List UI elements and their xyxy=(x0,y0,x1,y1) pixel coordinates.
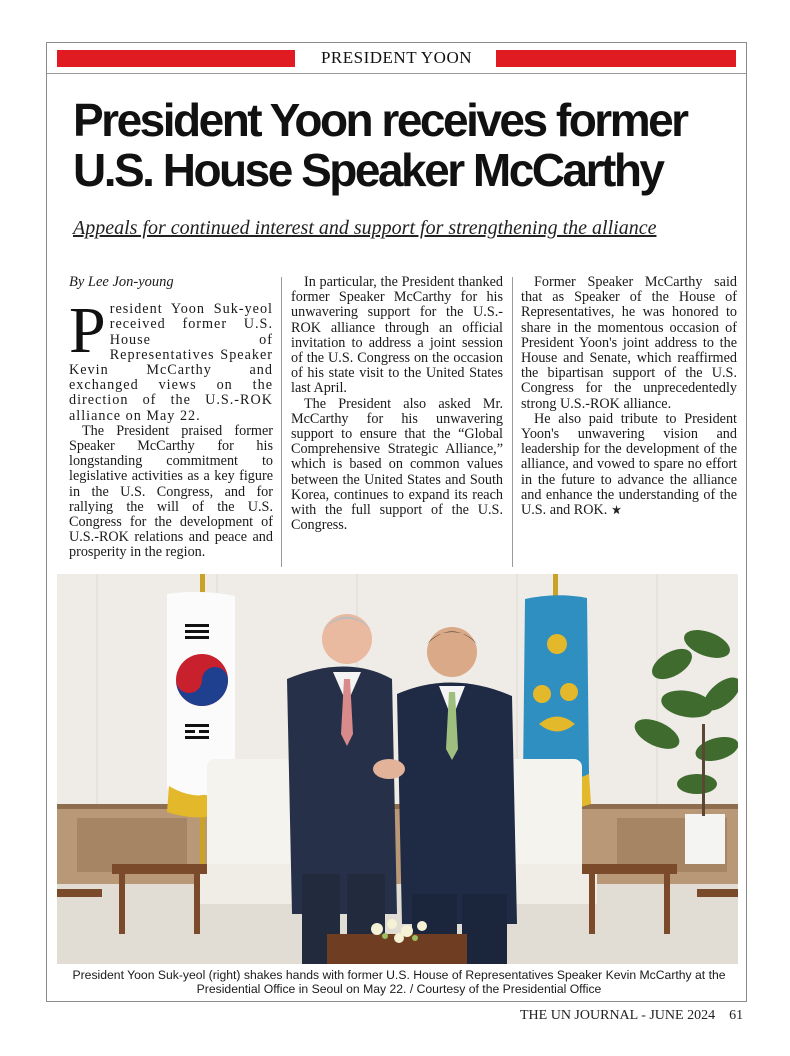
article-photo xyxy=(57,574,738,964)
page-frame xyxy=(46,42,747,1002)
paragraph-text: He also paid tribute to President Yoon's unwavering vision and leadership for the development of the alliance, and vowed to spare no effort in the future to advance the alliance and enhance the understanding of the U.S. and ROK. xyxy=(521,410,737,519)
page-footer xyxy=(520,1008,743,1024)
paragraph: Former Speaker McCarthy said that as Speaker of the House of Representatives, he was honored to share in the momentous occasion of President Yoon's joint address to the House and Senate, which reaffirmed the bipartisan support of the U.S. Congress for the unprecedentedly strong U.S.-ROK alliance. xyxy=(521,274,737,412)
article-column-3 xyxy=(521,275,737,567)
paragraph: The President also asked Mr. McCarthy for his unwavering support to ensure that the “Global Comprehensive Strategic Alliance,” which is based on common values between the United States and South Korea, continues to expand its reach with the full support of the U.S. Congress. xyxy=(291,395,503,534)
headline: President Yoon receives former U.S. House Speaker McCarthy xyxy=(73,94,687,196)
section-label: PRESIDENT YOON xyxy=(320,48,473,67)
section-header xyxy=(47,43,746,73)
subheadline: Appeals for continued interest and support for strengthening the alliance xyxy=(73,217,657,239)
photo-caption: President Yoon Suk-yeol (right) shakes hands with former U.S. House of Representatives Speaker Kevin McCarthy at the Presidential Office in Seoul on May 22. / Courtesy of the Presidential Office xyxy=(72,968,726,996)
paragraph: In particular, the President thanked former Speaker McCarthy for his unwavering support for the U.S.-ROK alliance through an official invitation to address a joint session of the U.S. Congress on the occasion of his state visit to the United States last April. xyxy=(291,274,503,397)
paragraph xyxy=(521,412,737,518)
column-divider xyxy=(512,277,513,567)
handshake-photo xyxy=(57,574,738,964)
paragraph: resident Yoon Suk-yeol received former U.S. House of Representatives Speaker Kevin McCarthy and exchanged views on the direction of the U.S.-ROK alliance on May 22. xyxy=(69,301,273,424)
end-mark-icon xyxy=(611,504,622,515)
page-number: 61 xyxy=(729,1008,744,1023)
column-divider xyxy=(281,277,282,567)
byline: By Lee Jon-young xyxy=(69,274,174,290)
drop-cap: P xyxy=(69,294,106,368)
publication-name: THE UN JOURNAL - JUNE 2024 xyxy=(520,1008,716,1023)
article-column-1 xyxy=(69,275,273,567)
article-column-2 xyxy=(291,275,503,567)
paragraph: The President praised former Speaker McCarthy for his longstanding commitment to legislative activities as a key figure in the U.S. Congress, and for rallying the will of the U.S. Congress for the development of U.S.-ROK relations and peace and prosperity in the region. xyxy=(69,422,273,561)
article-body xyxy=(63,275,739,567)
section-divider xyxy=(47,73,746,74)
